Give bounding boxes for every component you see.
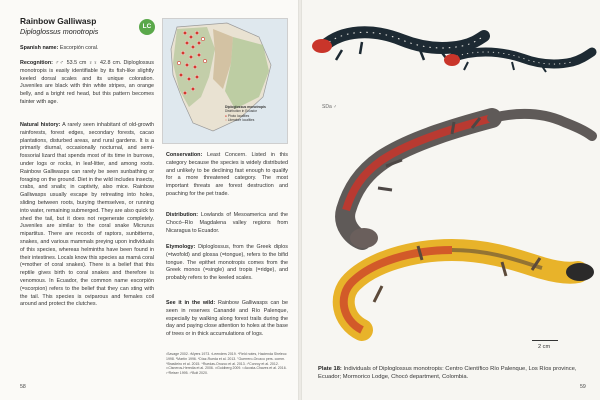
map-legend-title: Diploglossus monotropis xyxy=(225,105,266,109)
map-legend-item: ○ Literature localities xyxy=(225,118,255,123)
natural-history-text: A rarely seen inhabitant of old-growth rainforests, forest edges, secondary forests, cacao plantations, disturbed areas, and rural gardens. It is a primarily diurnal, occasionally nocturnal, and semi-fossorial lizard that spends most of its time in burrows, under logs or rocks, in leaf-litter, and among roots. Rainbow Galliwasps can rarely be seen sunbathing or foraging on the ground. Diet in the wild includes insects, crabs, and snails; in captivity, also mice. Rainbow Galliwasps usually escape by retreating into holes, sliding between roots, burying themselves, or running into water, remaining submerged. They are also quick to shed the tail, but it does not regenerate completely. Juveniles are similar to the coral snake Micrurus mipartitus. There are records of raptors, sunbitterns, snakes, and various mammals preying upon individuals of this species, whereas helminths have been found in their intestines. Locals know this species as mamá coral (=mother of coral snakes). There is a belief that this reptile gives birth to coral snakes and therefore is venomous. In Ecuador, the common name escorpión (=scorpion) refers to the belief that they can sting with the tail. This species is oviparous and females coil around and protect the clutches. xyxy=(20,122,154,308)
scale-bar xyxy=(532,340,558,341)
plate-caption-label: Plate 18: xyxy=(318,366,342,372)
map-legend xyxy=(225,105,283,123)
map-legend-subtitle: Distribution in Ecuador xyxy=(225,109,258,114)
distribution-label: Distribution: xyxy=(166,212,199,218)
footnotes: ¹Savage 2002. ²Myers 1973. ³Leenders 2019. ⁴Field notes, Hacienda Sheleoc 1998. ⁵Martín 1996. ⁶Díaz-Rueda et al. 2013. ⁷Guerrero-Orozco pers. comm. ⁸Brasileiro et al. 2015. ⁹Ruedas-Orozco et al. 2013. ¹⁰Conroy et al. 2012. ¹¹Cisneros-Heredia et al. 2006. ¹²Goldberg 2009. ¹³Acosta-Chaves et al. 2016. ¹⁴Reiser 1995. ¹⁵Bolt 2020. xyxy=(166,352,287,376)
recognition-paragraph xyxy=(20,60,154,107)
spanish-name-label: Spanish name: xyxy=(20,45,59,51)
recognition-label: Recognition: xyxy=(20,60,53,66)
see-it-label: See it in the wild: xyxy=(166,300,216,306)
species-title: Rainbow Galliwasp xyxy=(20,16,97,26)
page-number-left: 58 xyxy=(20,384,26,390)
conservation-paragraph xyxy=(166,152,288,199)
specimen-label: SDa ♂ xyxy=(322,104,337,110)
natural-history-label: Natural history: xyxy=(20,122,61,128)
distribution-paragraph xyxy=(166,212,288,235)
recognition-text: ♂♂ 53.5 cm ♀♀ 42.8 cm. Diploglossus monotropis is easily identifiable by its fish-like slightly keeled dorsal scales and its unique coloration. Juveniles are black with thin white stripes, an orange belly, and a bright red head, but this pattern becomes fainter with age. xyxy=(20,60,155,105)
plate-caption-text: Individuals of Diploglossus monotropis: Centro Científico Río Palenque, Los Ríos province, Ecuador; Mormorico Lodge, Chocó department, Colombia. xyxy=(318,366,577,380)
left-page xyxy=(0,0,298,400)
species-scientific-name: Diploglossus monotropis xyxy=(20,27,99,36)
ecuador-map-graphic xyxy=(163,19,287,143)
conservation-text: Least Concern. Listed in this category because the species is widely distributed and unlikely to be declining fast enough to qualify for a more threatened category. The most important threats are forest destruction and poaching for the pet trade. xyxy=(166,152,288,197)
distribution-text: Lowlands of Mesoamerica and the Chocó–Río Magdalena valley regions from Nicaragua to Ecuador. xyxy=(166,212,289,234)
see-it-text: Rainbow Galliwasps can be seen in reserves Canandé and Río Palenque, especially by walking along forest trails during the day and paying close attention to holes at the base of trees or in thick accumulations of logs. xyxy=(166,300,288,338)
etymology-text: Diploglossus, from the Greek diplos (=twofold) and glossa (=tongue), refers to the bifid tongue. The epithet monotropis comes from the Greek monos (=single) and tropis (=ridge), and probably refers to the keeled scales. xyxy=(166,244,289,282)
conservation-status-badge: LC xyxy=(139,19,155,35)
see-it-paragraph xyxy=(166,300,288,339)
plate-caption xyxy=(318,365,586,381)
spanish-name-paragraph xyxy=(20,45,154,53)
lizard-juvenile-small xyxy=(444,52,592,72)
lizard-adult-yellow xyxy=(344,246,594,330)
distribution-map xyxy=(162,18,288,144)
etymology-paragraph xyxy=(166,244,288,283)
etymology-label: Etymology: xyxy=(166,244,196,250)
spanish-name-value: Escorpión coral. xyxy=(59,45,99,51)
scale-label: 2 cm xyxy=(538,344,551,350)
map-legend-item: ● Photo localities xyxy=(225,113,250,118)
page-number-right: 59 xyxy=(580,384,586,390)
natural-history-paragraph xyxy=(20,122,154,390)
lizard-adult-grey xyxy=(345,114,592,248)
conservation-label: Conservation: xyxy=(166,152,203,158)
